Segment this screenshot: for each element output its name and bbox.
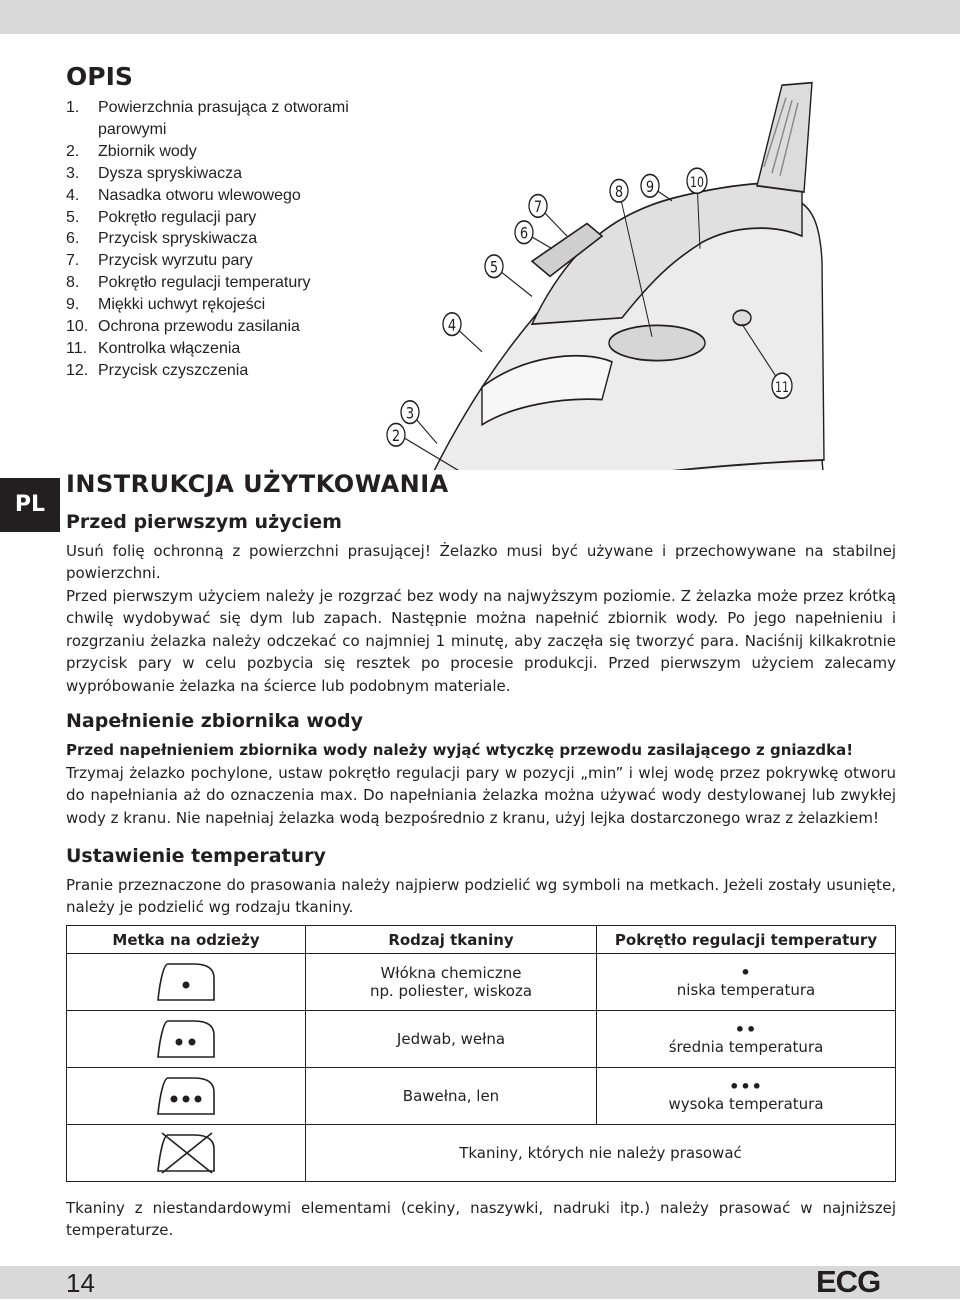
list-item: 8. Pokrętło regulacji temperatury	[66, 274, 311, 292]
svg-text:3: 3	[405, 404, 415, 423]
table-cell: ••• wysoka temperatura	[597, 1068, 896, 1125]
table-row	[67, 1125, 896, 1182]
section-heading-temperature: Ustawienie temperatury	[66, 845, 326, 867]
footer-note: Tkaniny z niestandardowymi elementami (cekiny, naszywki, nadruki itp.) należy prasować w najniższej temperaturze.	[66, 1199, 896, 1240]
table-cell	[67, 1125, 306, 1182]
svg-text:2: 2	[391, 426, 401, 446]
paragraph: Pranie przeznaczone do prasowania należy najpierw podzielić wg symboli na metkach. Jeżeli zostały usunięte, należy je podzielić wg rodzaju tkaniny.	[66, 876, 896, 917]
list-item: 10. Ochrona przewodu zasilania	[66, 318, 300, 336]
iron-2-dots-icon	[154, 1017, 218, 1061]
svg-text:6: 6	[519, 224, 529, 244]
callout-6	[515, 221, 533, 244]
table-cell: Tkaniny, których nie należy prasować	[306, 1125, 896, 1182]
table-cell: •• średnia temperatura	[597, 1011, 896, 1068]
list-item: 7. Przycisk wyrzutu pary	[66, 252, 253, 270]
table-row	[67, 954, 896, 1011]
svg-text:10: 10	[690, 173, 704, 191]
svg-text:5: 5	[489, 258, 499, 277]
list-item: 9. Miękki uchwyt rękojeści	[66, 296, 266, 314]
list-item: 11. Kontrolka włączenia	[66, 339, 241, 357]
iron-1-dot-icon	[154, 960, 218, 1004]
callout-8	[610, 179, 628, 202]
list-item: 6. Przycisk spryskiwacza	[66, 230, 258, 248]
instructions-title: INSTRUKCJA UŻYTKOWANIA	[66, 470, 449, 498]
list-item: 5. Pokrętło regulacji pary	[66, 208, 257, 226]
column-header: Rodzaj tkaniny	[306, 926, 597, 954]
column-header: Metka na odzieży	[67, 926, 306, 954]
list-item: 1. Powierzchnia prasująca z otworami parowymi	[66, 99, 349, 138]
section-heading-before-first-use: Przed pierwszym użyciem	[66, 511, 342, 533]
page-number: 14	[66, 1268, 95, 1298]
svg-text:8: 8	[614, 182, 624, 202]
section-heading-filling: Napełnienie zbiornika wody	[66, 710, 364, 732]
table-cell: Jedwab, wełna	[306, 1011, 597, 1068]
table-row	[67, 1068, 896, 1125]
callout-9	[641, 174, 659, 197]
svg-text:11: 11	[775, 378, 789, 396]
table-row	[67, 1011, 896, 1068]
description-title: OPIS	[66, 62, 133, 91]
list-item: 3. Dysza spryskiwacza	[66, 164, 243, 182]
table-cell	[67, 1068, 306, 1125]
table-cell: Bawełna, len	[306, 1068, 597, 1125]
callout-5	[485, 255, 503, 278]
column-header: Pokrętło regulacji temperatury	[597, 926, 896, 954]
svg-text:4: 4	[447, 316, 457, 335]
no-iron-icon	[154, 1131, 218, 1175]
paragraph: Przed pierwszym użyciem należy je rozgrzać bez wody na najwyższym poziomie. Z żelazka może przez krótką chwilę wydobywać się dym lub zapach. Następnie można napełnić zbiornik wody. Po jego napełnieniu i rozgrzaniu żelazka należy odczekać co najmniej 1 minutę, aby zaczęła się tworzyć para. Naciśnij kilkakrotnie przycisk pary w celu pozbycia się resztek po procesie produkcji. Przed pierwszym użyciem zalecamy wypróbowanie żelazka na ścierce lub podobnym materiale.	[66, 587, 896, 695]
iron-illustration	[372, 60, 842, 470]
paragraph: Trzymaj żelazko pochylone, ustaw pokrętło regulacji pary w pozycji „min” i wlej wodę przez pokrywkę otworu do napełniania aż do oznaczenia max. Do napełniania żelazka można używać wody destylowanej lub zwykłej wody z kranu. Nie napełniaj żelazka wodą bezpośrednio z kranu, użyj lejka dostarczonego wraz z żelazkiem!	[66, 764, 896, 827]
callout-7	[529, 195, 547, 218]
warning-text: Przed napełnieniem zbiornika wody należy wyjąć wtyczkę przewodu zasilającego z gniazdka!	[66, 741, 854, 759]
callout-2	[387, 423, 405, 446]
temperature-table	[66, 925, 896, 1182]
svg-text:7: 7	[533, 197, 543, 217]
list-item: 12. Przycisk czyszczenia	[66, 361, 249, 379]
svg-text:9: 9	[645, 177, 655, 197]
callout-3	[401, 401, 419, 424]
list-item: 4. Nasadka otworu wlewowego	[66, 186, 301, 204]
table-cell	[67, 1011, 306, 1068]
table-cell: Włókna chemiczne np. poliester, wiskoza	[306, 954, 597, 1011]
list-item: 2. Zbiornik wody	[66, 142, 197, 160]
top-bar	[0, 0, 960, 34]
callout-11	[772, 373, 792, 398]
brand-logo: ECG	[816, 1264, 881, 1299]
table-cell	[67, 954, 306, 1011]
callout-4	[443, 313, 461, 336]
table-cell: • niska temperatura	[597, 954, 896, 1011]
iron-3-dots-icon	[154, 1074, 218, 1118]
parts-list	[66, 97, 386, 382]
callout-10	[687, 168, 707, 193]
language-tab: PL	[0, 478, 60, 532]
paragraph: Usuń folię ochronną z powierzchni prasującej! Żelazko musi być używane i przechowywane na stabilnej powierzchni.	[66, 542, 896, 583]
